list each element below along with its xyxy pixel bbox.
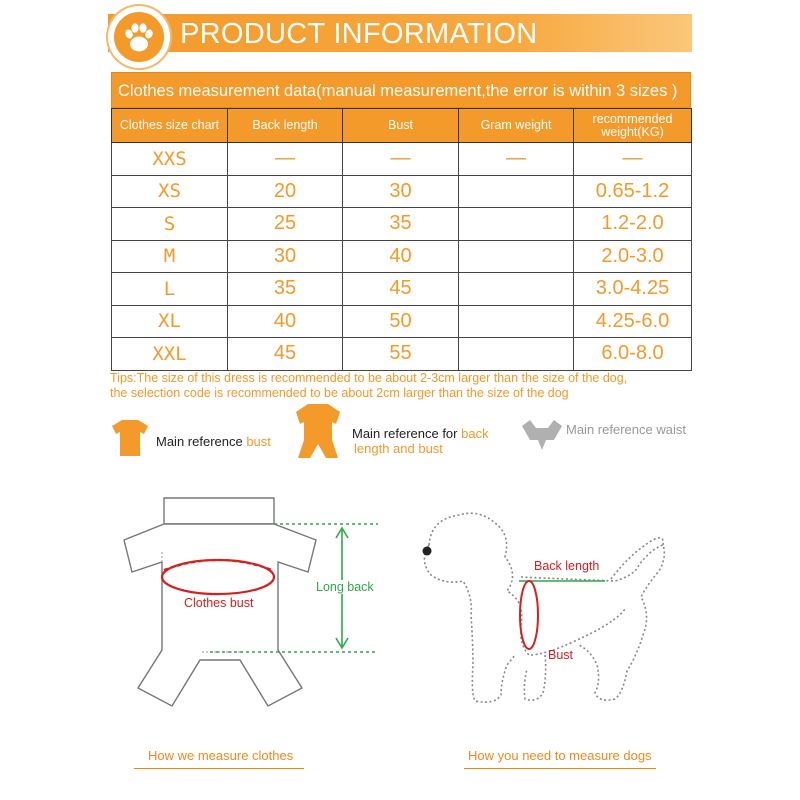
clothes-bust-label: Clothes bust: [184, 596, 254, 610]
dog-bust-label: Bust: [548, 648, 574, 662]
reference-back-bust-label: Main reference for back length and bust: [352, 426, 489, 456]
column-header: Back length: [228, 109, 343, 143]
reference-waist-label: Main reference waist: [566, 422, 686, 437]
tips-line-2: the selection code is recommended to be about 2cm larger than the size of the dog: [110, 386, 569, 400]
dogs-caption-underline: [464, 768, 656, 769]
table-row: [112, 240, 692, 273]
table-row: [112, 143, 692, 176]
back-length-cell: 25: [228, 208, 343, 241]
bust-cell: 45: [343, 273, 459, 306]
size-cell: XXS: [112, 143, 228, 176]
column-header: Gram weight: [459, 109, 574, 143]
waist-icon: [520, 418, 564, 452]
column-header: recommended weight(KG): [574, 109, 692, 143]
jumpsuit-icon: [290, 402, 346, 462]
back-length-cell: 45: [228, 338, 343, 371]
weight-cell: 3.0-4.25: [574, 273, 692, 306]
gram-weight-cell: [459, 240, 574, 273]
paw-badge: [108, 6, 170, 68]
table-row: [112, 208, 692, 241]
weight-cell: 0.65-1.2: [574, 175, 692, 208]
gram-weight-cell: [459, 273, 574, 306]
gram-weight-cell: [459, 338, 574, 371]
size-cell: XXL: [112, 338, 228, 371]
weight-cell: 2.0-3.0: [574, 240, 692, 273]
size-cell: M: [112, 240, 228, 273]
table-row: [112, 175, 692, 208]
bust-cell: 55: [343, 338, 459, 371]
gram-weight-cell: [459, 208, 574, 241]
clothes-caption-underline: [134, 768, 304, 769]
dog-diagram: [415, 505, 675, 715]
gram-weight-cell: [459, 175, 574, 208]
weight-cell: —: [574, 143, 692, 176]
back-length-cell: 20: [228, 175, 343, 208]
back-length-cell: 30: [228, 240, 343, 273]
back-length-label: Back length: [534, 559, 600, 573]
weight-cell: 1.2-2.0: [574, 208, 692, 241]
table-caption: Clothes measurement data(manual measurement,the error is within 3 sizes ): [111, 72, 691, 108]
bust-cell: —: [343, 143, 459, 176]
table-header-row: [112, 109, 692, 143]
table-row: [112, 305, 692, 338]
page-title: PRODUCT INFORMATION: [180, 18, 538, 50]
gram-weight-cell: [459, 305, 574, 338]
size-cell: S: [112, 208, 228, 241]
back-length-cell: 35: [228, 273, 343, 306]
tips-text: [110, 371, 710, 401]
size-chart: [111, 72, 691, 371]
bust-cell: 35: [343, 208, 459, 241]
column-header: Bust: [343, 109, 459, 143]
paw-icon: [114, 12, 164, 62]
size-cell: XL: [112, 305, 228, 338]
shirt-icon: [108, 418, 152, 458]
gram-weight-cell: —: [459, 143, 574, 176]
back-length-cell: —: [228, 143, 343, 176]
bust-cell: 30: [343, 175, 459, 208]
weight-cell: 4.25-6.0: [574, 305, 692, 338]
dogs-caption: How you need to measure dogs: [468, 748, 652, 763]
table-row: [112, 273, 692, 306]
tips-line-1: Tips:The size of this dress is recommended to be about 2-3cm larger than the size of the dog,: [110, 371, 628, 385]
bust-cell: 50: [343, 305, 459, 338]
size-cell: L: [112, 273, 228, 306]
back-length-cell: 40: [228, 305, 343, 338]
table-row: [112, 338, 692, 371]
long-back-label: Long back: [316, 580, 374, 594]
weight-cell: 6.0-8.0: [574, 338, 692, 371]
size-cell: XS: [112, 175, 228, 208]
clothes-caption: How we measure clothes: [148, 748, 294, 763]
bust-cell: 40: [343, 240, 459, 273]
column-header: Clothes size chart: [112, 109, 228, 143]
size-table: [111, 108, 692, 371]
reference-bust-label: Main reference bust: [156, 434, 271, 449]
